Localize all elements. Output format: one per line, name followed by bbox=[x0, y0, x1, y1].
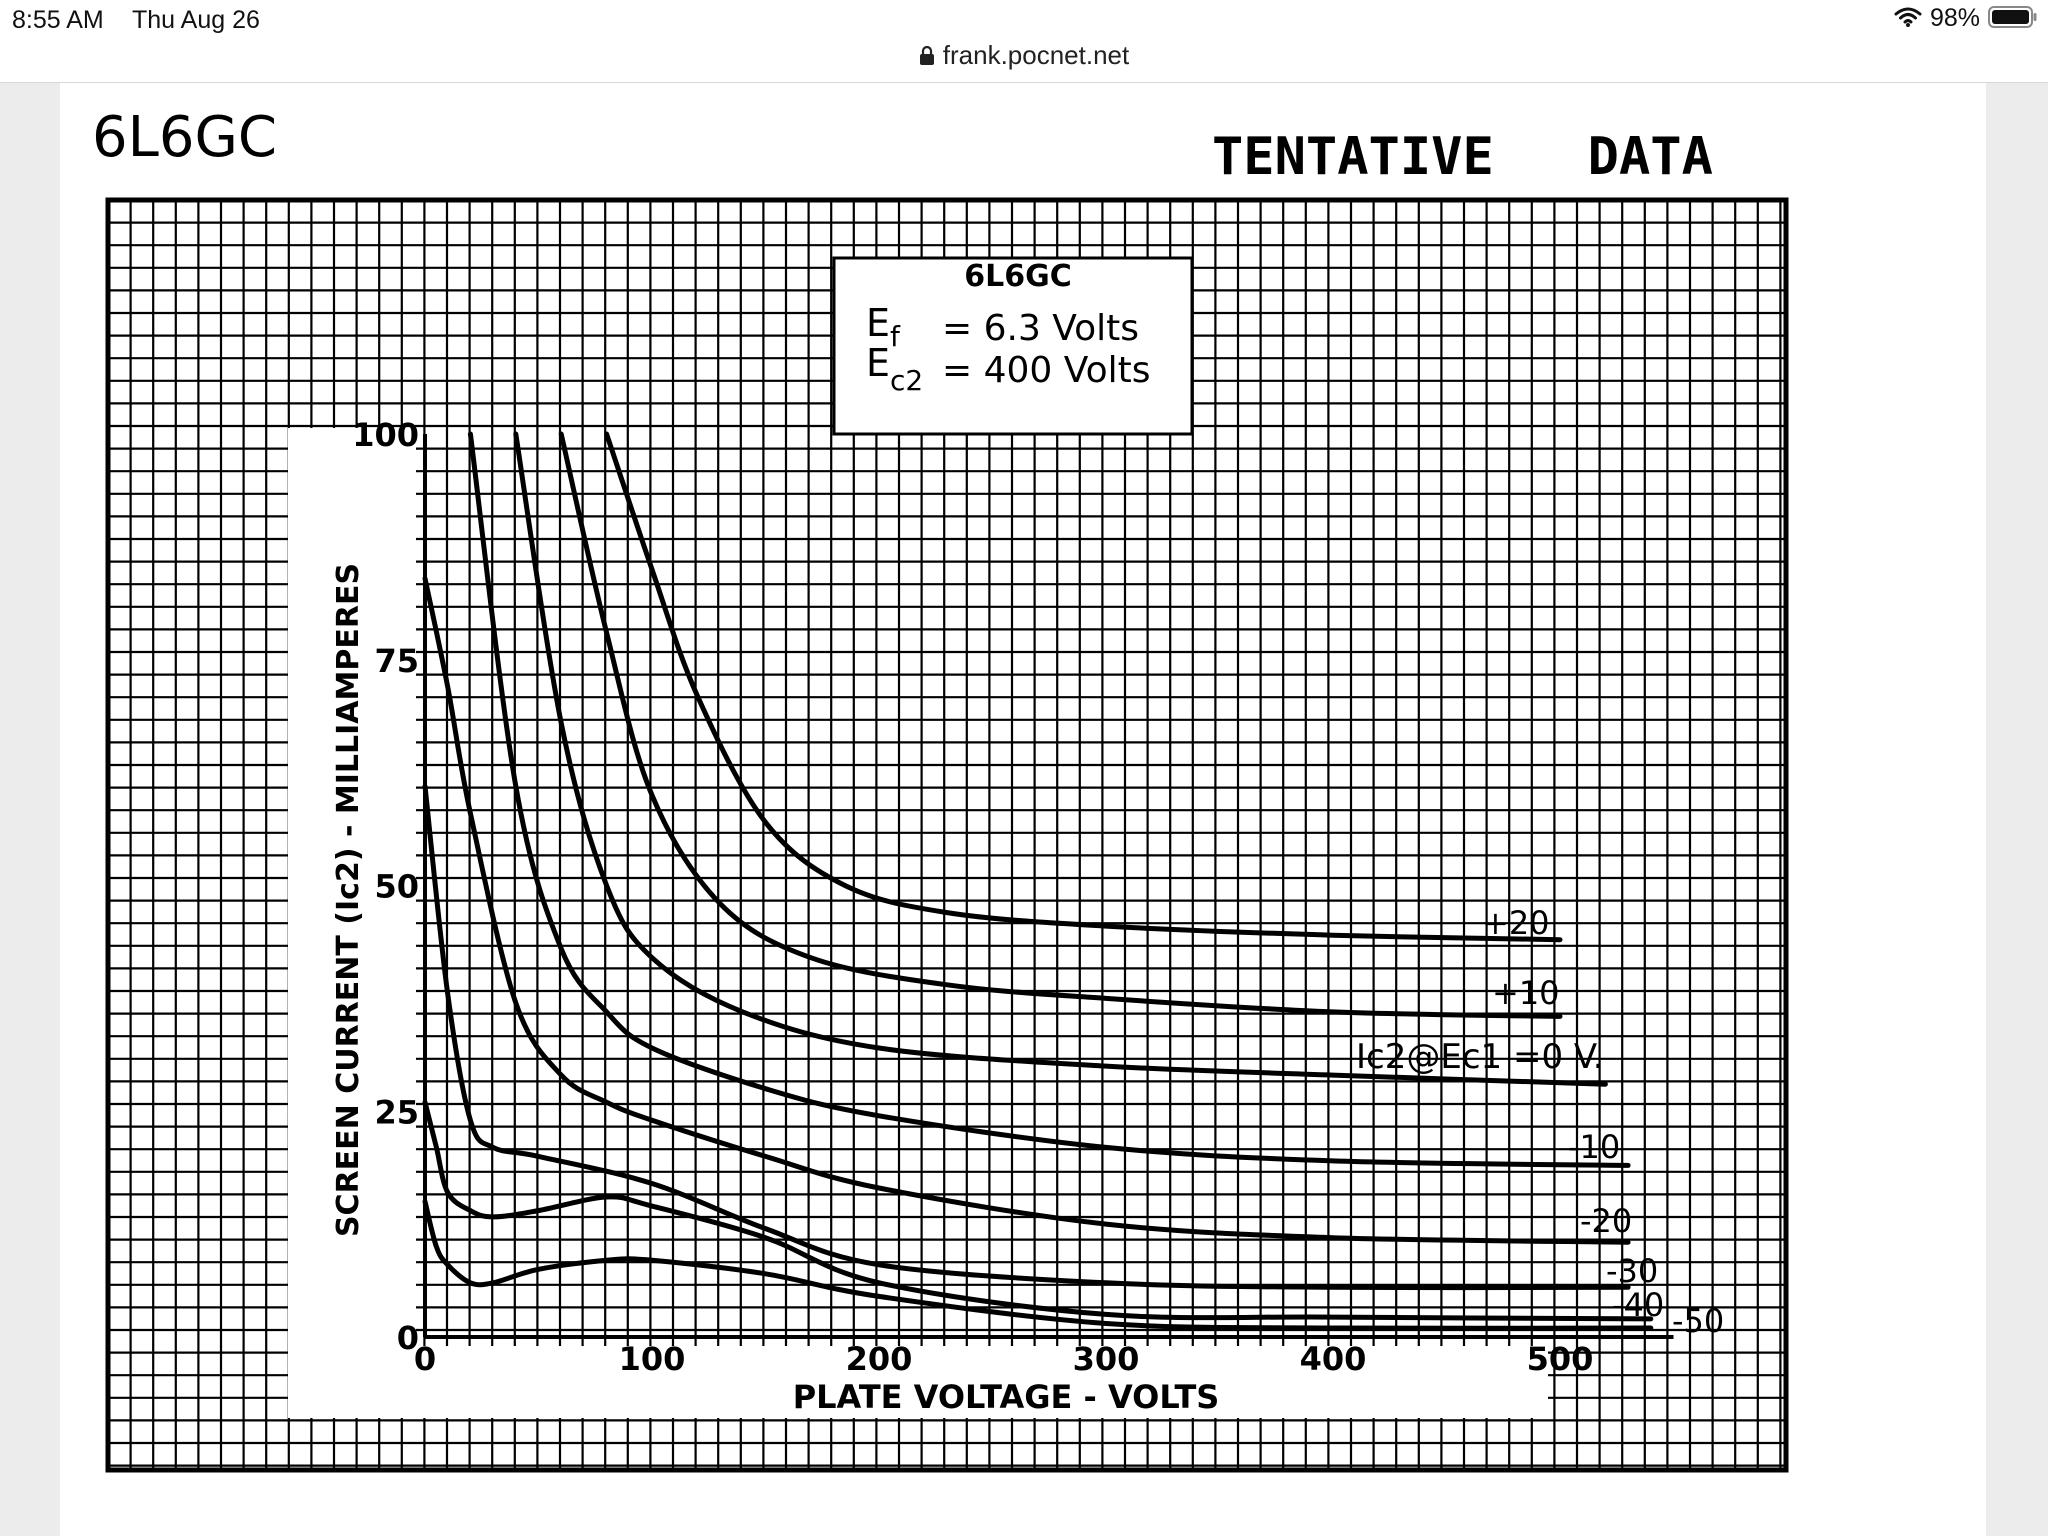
curve-label: -30 bbox=[1606, 1252, 1659, 1290]
header-tentative-data: TENTATIVE DATA bbox=[1212, 127, 1713, 187]
curve-label: -20 bbox=[1580, 1202, 1633, 1240]
ef-value: = 6.3 Volts bbox=[942, 308, 1140, 349]
status-time: 8:55 AM bbox=[12, 6, 104, 34]
y-tick-label: 75 bbox=[374, 641, 419, 680]
info-box bbox=[834, 258, 1192, 434]
ec2-subscript: c2 bbox=[890, 364, 924, 397]
x-axis-title: PLATE VOLTAGE - VOLTS bbox=[792, 1378, 1220, 1416]
info-box-title: 6L6GC bbox=[964, 259, 1072, 294]
x-tick-label: 300 bbox=[1072, 1340, 1140, 1378]
y-tick-label: 0 bbox=[396, 1319, 419, 1357]
url-text: frank.pocnet.net bbox=[942, 40, 1130, 70]
status-date: Thu Aug 26 bbox=[132, 6, 260, 34]
curve-label: +20 bbox=[1482, 904, 1550, 942]
y-tick-label: 100 bbox=[352, 416, 419, 454]
y-tick-label: 50 bbox=[374, 867, 419, 906]
y-axis-title: SCREEN CURRENT (Ic2) - MILLIAMPERES bbox=[331, 562, 366, 1238]
ec2-value: = 400 Volts bbox=[942, 350, 1151, 391]
x-tick-label: 500 bbox=[1526, 1340, 1594, 1378]
curve-label: +10 bbox=[1492, 974, 1560, 1012]
x-tick-label: 0 bbox=[413, 1340, 437, 1378]
y-tick-label: 25 bbox=[374, 1093, 419, 1132]
battery-percent: 98% bbox=[1929, 4, 1980, 32]
x-tick-label: 400 bbox=[1299, 1340, 1367, 1378]
ef-subscript: f bbox=[890, 320, 900, 353]
ec2-label: E bbox=[866, 341, 891, 385]
curve-label: -40 bbox=[1612, 1286, 1665, 1324]
x-tick-label: 200 bbox=[845, 1340, 913, 1378]
tube-label: 6L6GC bbox=[92, 105, 277, 170]
curve-label: -10 bbox=[1568, 1128, 1621, 1166]
x-tick-label: 100 bbox=[618, 1340, 686, 1378]
curve-label: -50 bbox=[1672, 1302, 1725, 1340]
zero-bias-label: Ic2@Ec1 =0 V. bbox=[1356, 1037, 1604, 1077]
ef-label: E bbox=[866, 301, 891, 345]
